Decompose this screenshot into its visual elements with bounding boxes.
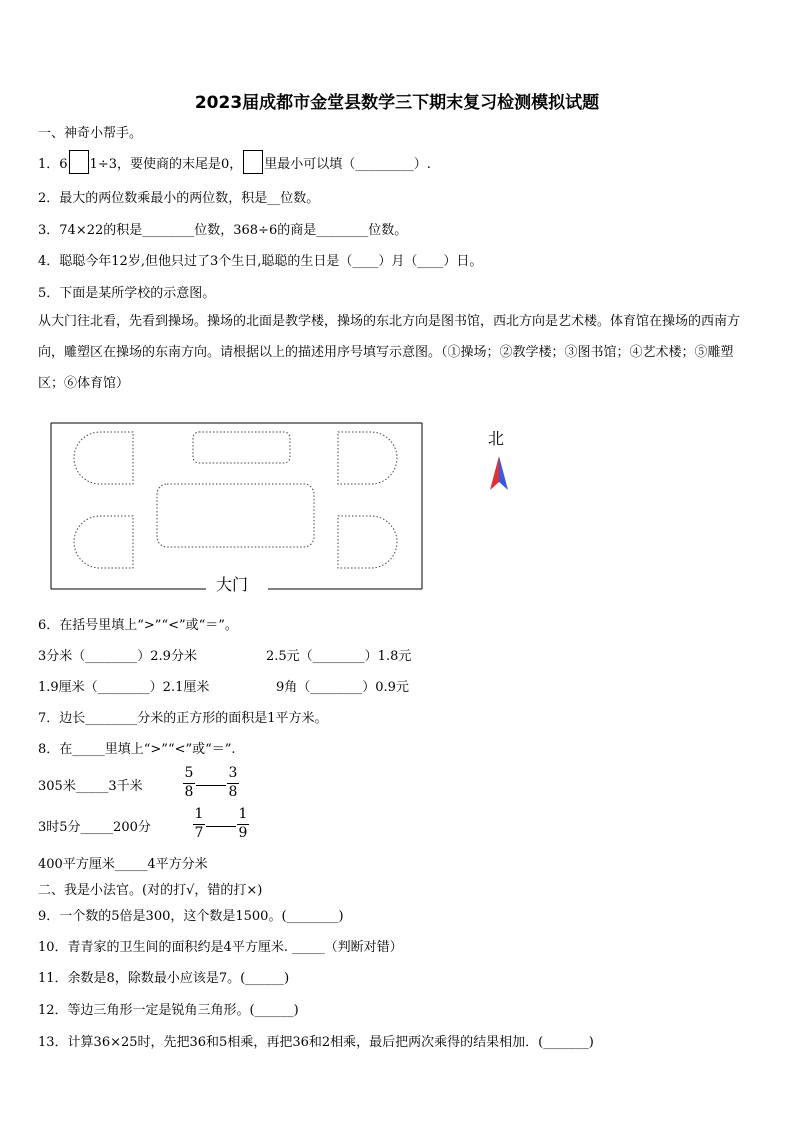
question-8: 8．在_____里填上“>”“<”或“＝”. <box>38 742 236 757</box>
question-7: 7．边长________分米的正方形的面积是1平方米。 <box>38 711 328 726</box>
question-3: 3．74×22的积是________位数，368÷6的商是________位数。 <box>38 223 408 238</box>
question-9: 9．一个数的5倍是300，这个数是1500。(________) <box>38 909 344 924</box>
building-southwest <box>74 516 133 568</box>
question-5-description: 从大门往北看，先看到操场。操场的北面是教学楼，操场的东北方向是图书馆，西北方向是艺术楼。体育馆在操场的西南方向，雕塑区在操场的东南方向。请根据以上的描述用序号填写示意图。（①操场；②教学楼；③图书馆；④艺术楼；⑤雕塑区；⑥体育馆） <box>38 314 741 391</box>
fraction-denominator: 8 <box>228 784 238 800</box>
q8-item-3: 400平方厘米_____4平方分米 <box>38 857 208 872</box>
fraction-denominator: 9 <box>238 825 248 841</box>
q6-item-2: 2.5元（________）1.8元 <box>266 649 412 664</box>
question-2: 2．最大的两位数乘最小的两位数，积是__位数。 <box>38 191 320 206</box>
building-northwest <box>74 432 133 484</box>
q8-item-1: 305米_____3千米 <box>38 779 143 794</box>
fraction-5-8 <box>182 765 196 802</box>
gate-label: 大门 <box>215 575 249 594</box>
blank-box-2 <box>243 150 263 174</box>
page-title: 2023届成都市金堂县数学三下期末复习检测模拟试题 <box>194 93 600 113</box>
section-1-heading: 一、神奇小帮手。 <box>38 126 143 141</box>
north-arrow-right-half <box>499 456 508 490</box>
question-4: 4．聪聪今年12岁,但他只过了3个生日,聪聪的生日是（____）月（____）日。 <box>38 254 483 269</box>
question-6: 6．在括号里填上“>”“<”或“＝”。 <box>38 618 238 633</box>
north-arrow-left-half <box>490 456 499 490</box>
north-arrow-icon <box>486 452 512 492</box>
fraction-denominator: 8 <box>184 784 194 800</box>
fraction-1-9 <box>236 806 250 843</box>
q1-part-c: 里最小可以填（_________）. <box>264 157 431 172</box>
fraction-1-7 <box>192 806 206 843</box>
question-13: 13．计算36×25时，先把36和5相乘，再把36和2相乘，最后把两次乘得的结果相加．(_______) <box>38 1035 594 1050</box>
fraction-denominator: 7 <box>194 825 204 841</box>
blank-line <box>196 785 226 786</box>
north-label: 北 <box>488 429 505 448</box>
question-1 <box>38 150 431 174</box>
question-5: 5．下面是某所学校的示意图。 <box>38 286 216 301</box>
question-12: 12．等边三角形一定是锐角三角形。(______) <box>38 1003 299 1018</box>
fraction-3-8 <box>226 765 240 802</box>
blank-line <box>206 826 236 827</box>
blank-box-1 <box>69 150 89 174</box>
question-10: 10．青青家的卫生间的面积约是4平方厘米. _____（判断对错） <box>38 940 403 955</box>
q1-part-b: 1÷3，要使商的末尾是0， <box>89 157 243 172</box>
q6-item-4: 9角（________）0.9元 <box>276 680 409 695</box>
building-north <box>193 432 290 463</box>
fraction-numerator: 3 <box>228 765 238 781</box>
playground-center <box>157 484 314 547</box>
building-northeast <box>338 432 397 484</box>
q6-item-1: 3分米（________）2.9分米 <box>38 649 197 664</box>
fraction-numerator: 1 <box>194 806 204 822</box>
building-southeast <box>338 516 397 568</box>
q8-item-2: 3时5分_____200分 <box>38 820 151 835</box>
fraction-numerator: 5 <box>184 765 194 781</box>
section-2-heading: 二、我是小法官。(对的打√，错的打×) <box>38 883 263 898</box>
fraction-numerator: 1 <box>238 806 248 822</box>
q6-item-3: 1.9厘米（________）2.1厘米 <box>38 680 210 695</box>
question-11: 11．余数是8，除数最小应该是7。(______) <box>38 971 290 986</box>
school-map <box>48 420 428 595</box>
q1-part-a: 1．6 <box>38 157 68 172</box>
